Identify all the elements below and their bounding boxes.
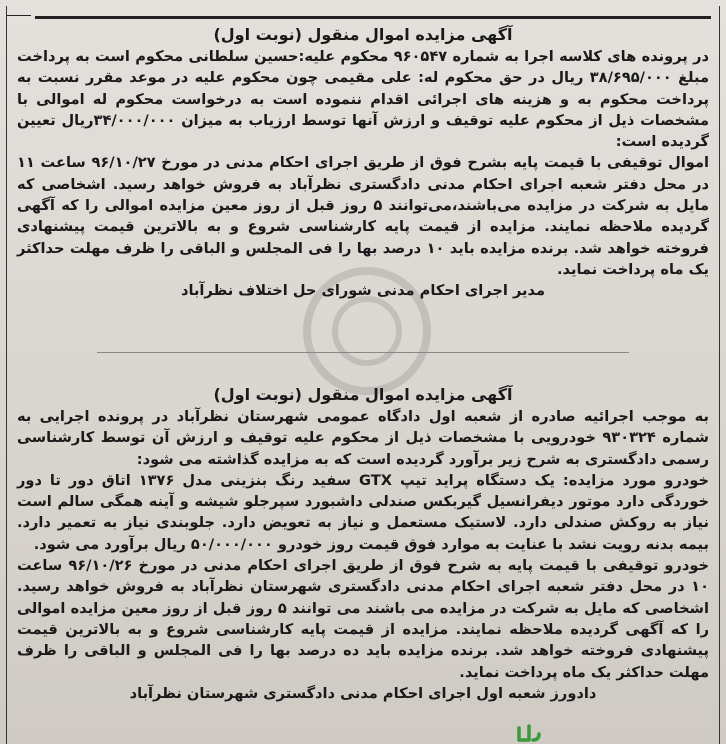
notice-2-paragraph: به موجب اجرائیه صادره از شعبه اول دادگاه عمومی شهرستان نظرآباد در پرونده اجرایی به شماره ۹۳۰۳۲۴ خودرویی با مشخصات ذیل از محکوم علیه توقیف و ارزش آن توسط کارشناسی رسمی دادگستری به شرح زیر برآورد گردیده است که به مزایده گذاشته می شود: (17, 408, 709, 468)
newspaper-logo-icon (515, 722, 545, 742)
notice-divider (97, 352, 629, 353)
notice-1-paragraph: اموال توقیفی با قیمت پایه بشرح فوق از طریق اجرای احکام مدنی در مورخ ۹۶/۱۰/۲۷ ساعت ۱۱ در محل دفتر شعبه اجرای احکام مدنی دادگستری نظرآباد به فروش خواهد رسید. اشخاصی که مایل به شرکت در مزایده می‌باشند،می‌توانند ۵ روز قبل از روز معین مزایده اموالی را که آگهی گردیده ملاحظه نمایند. مزایده از قیمت پایه کارشناسی شروع و به بالاترین قیمت پیشنهادی فروخته خواهد شد. برنده مزایده باید ۱۰ درصد بها را فی المجلس و الباقی را ظرف مهلت حداکثر یک ماه پرداخت نماید. (17, 154, 709, 278)
auction-notice-2 (17, 384, 709, 705)
auction-notice-1 (17, 24, 709, 302)
clipping-frame (6, 6, 720, 744)
notice-2-signature: دادورز شعبه اول اجرای احکام مدنی دادگستری شهرستان نظرآباد (129, 684, 597, 702)
notice-2-title: آگهی مزایده اموال منقول (نوبت اول) (213, 385, 513, 404)
notice-2-paragraph: خودرو توقیفی با قیمت پایه به شرح فوق از طریق اجرای احکام مدنی در مورخ ۹۶/۱۰/۲۶ ساعت ۱۰ در محل دفتر شعبه اجرای احکام مدنی دادگستری شهرستان نظرآباد به فروش خواهد رسید. اشخاصی که مایل به شرکت در مزایده می باشند می توانند ۵ روز قبل از روز معین مزایده اموالی را که آگهی گردیده ملاحظه نمایند. مزایده از قیمت پایه کارشناسی شروع و به بالاترین قیمت پیشنهادی فروخته خواهد شد. برنده مزایده باید ده درصد بها را فی المجلس و الباقی را ظرف مهلت حداکثر یک ماه پرداخت نماید. (17, 557, 709, 681)
top-rule-left (7, 15, 31, 16)
notice-1-title: آگهی مزایده اموال منقول (نوبت اول) (213, 25, 513, 44)
notice-1-signature: مدیر اجرای احکام مدنی شورای حل اختلاف نظرآباد (180, 282, 546, 300)
notice-2-paragraph: خودرو مورد مزایده: یک دستگاه پراید تیپ GTX سفید رنگ بنزینی مدل ۱۳۷۶ اتاق دور تا دور خوردگی دارد موتور دیفرانسیل گیربکس صندلی داشبورد سپرجلو شیشه و آینه همگی سالم است نیاز به روکش صندلی دارد. لاستیک مستعمل و نیاز به تعویض دارد. جلوبندی نیاز به تعمیر دارد. بیمه بدنه رویت نشد با عنایت به موارد فوق قیمت روز خودرو ۵۰/۰۰۰/۰۰۰ ریال برآورد می شود. (17, 471, 710, 553)
notice-1-paragraph: در پرونده های کلاسه اجرا به شماره ۹۶۰۵۴۷ محکوم علیه:حسین سلطانی محکوم است به پرداخت مبلغ ۳۸/۶۹۵/۰۰۰ ریال در حق محکوم له: علی مقیمی چون محکوم علیه در موعد مقرر نسبت به پرداخت محکوم به و هزینه های اجرائی اقدام ننموده است به درخواست محکوم له اموالی با مشخصات ذیل از محکوم علیه توقیف و ارزش آنها توسط ارزیاب به میزان ۳۴/۰۰۰/۰۰۰ریال تعیین گردیده است: (17, 48, 710, 151)
top-rule (35, 16, 711, 19)
